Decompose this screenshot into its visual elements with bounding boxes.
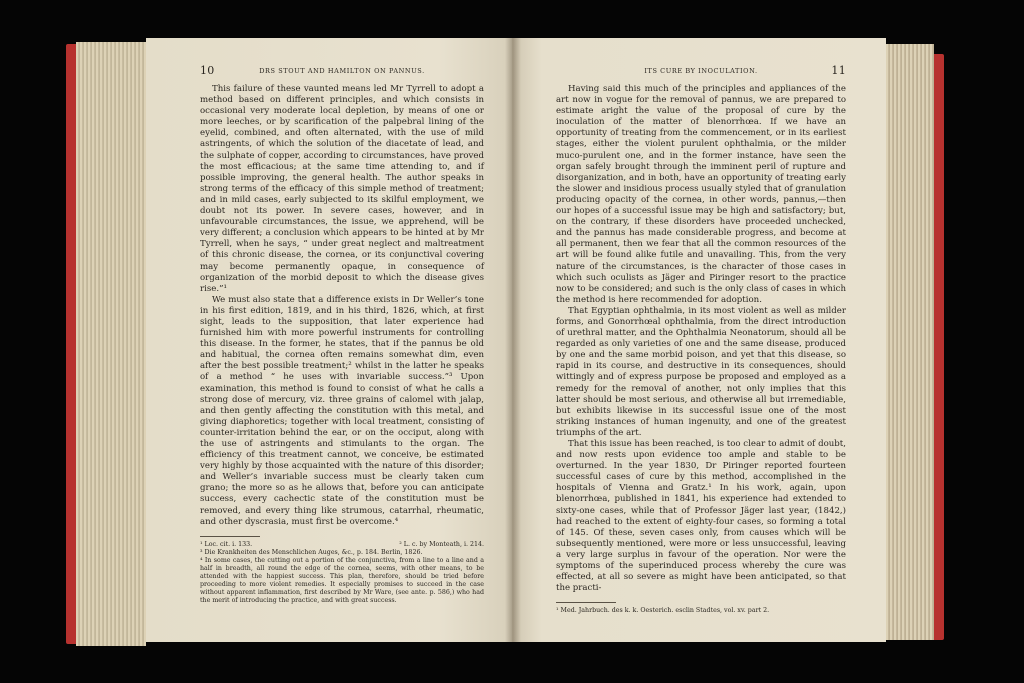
paragraph: This failure of these vaunted means led Mr Tyrrell to adopt a method based on different principles, and which consists in occasional very moderate local depletion, by means of one or more leeches, or by scarification of the palpebral lining of the eyelid, combined, and often alternated, with the use of mild astringents, of which the solution of the diacetate of lead, and the sulphate of copper, according to circumstances, have proved the most efficacious; at the same time attending to, and if possible improving, the general health. The author speaks in strong terms of the efficacy of this simple method of treatment; and in mild cases, early subjected to its skilful employment, we doubt not its power. In severe cases, however, and in unfavourable circumstances, the issue, we apprehend, will be very different; a conclusion which appears to be hinted at by Mr Tyrrell, when he says, “ under great neglect and maltreatment of this chronic disease, the cornea, or its conjunctival covering may become permanently opaque, in consequence of organization of the morbid deposit to which the disease gives rise.”¹ <box>200 84 484 294</box>
page-number: 11 <box>831 64 846 77</box>
footnotes <box>200 541 484 605</box>
footnote: ² L. c. by Monteath, i. 214. <box>399 540 484 548</box>
paragraph: That this issue has been reached, is too clear to admit of doubt, and now rests upon evidence too ample and stable to be overturned. In the year 1830, Dr Piringer reported fourteen successful cases of cure by this method, accomplished in the hospitals of Vienna and Gratz.¹ In his work, again, upon blenorrhœa, published in 1841, his experience had extended to sixty-one cases, while that of Professor Jäger last year, (1842,) had reached to the extent of eighty-four cases, so forming a total of 145. Of these, seven cases only, from causes which will be subsequently mentioned, were more or less unsuccessful, leaving a very large surplus in favour of the operation. Nor were the symptoms of the superinduced process whereby the cure was effected, at all so severe as might have been anticipated, so that the practi- <box>556 439 846 594</box>
page-edges-right <box>886 44 934 640</box>
running-title: ITS CURE BY INOCULATION. <box>644 67 758 75</box>
footnote: ¹ Loc. cit. i. 133. <box>200 540 253 548</box>
footnote-rule <box>200 536 260 537</box>
running-head <box>200 64 484 78</box>
page-edges-left <box>76 42 146 646</box>
running-head <box>556 64 846 78</box>
paragraph: That Egyptian ophthalmia, in its most violent as well as milder forms, and Gonorrhœal ophthalmia, from the direct introduction of urethral matter, and the Ophthalmia Neonatorum, should all be regarded as only varieties of one and the same disease, produced by one and the same morbid poison, and yet that this disease, so rapid in its course, and destructive in its consequences, should wittingly and of express purpose be proposed and employed as a remedy for the removal of another, not only implies that this latter should be most serious, and otherwise all but irremediable, but exhibits likewise in its successful issue one of the most striking instances of human ingenuity, and one of the greatest triumphs of the art. <box>556 305 846 438</box>
footnote-rule <box>556 602 616 603</box>
right-page <box>512 38 886 642</box>
footnote: ⁴ In some cases, the cutting out a portion of the conjunctiva, from a line to a line and a half in breadth, all round the edge of the cornea, seems, with other means, to be attended with the happiest success. This plan, therefore, should be tried before proceeding to more violent remedies. It especially promises to succeed in the case without apparent inflammation, first described by Mr Ware, (see ante. p. 586,) who had the merit of introducing the practice, and with great success. <box>200 556 484 604</box>
body-text <box>556 84 846 594</box>
body-text <box>200 84 484 528</box>
footnote: ³ Die Krankheiten des Menschlichen Auges, &c., p. 184. Berlin, 1826. <box>200 548 423 556</box>
running-title: DRS STOUT AND HAMILTON ON PANNUS. <box>259 67 425 75</box>
book-gutter <box>505 38 521 642</box>
paragraph: Having said this much of the principles and appliances of the art now in vogue for the removal of pannus, we are prepared to estimate aright the value of the proposal of cure by the inoculation of the matter of blenorrhœa. If we have an opportunity of treating from the commencement, or in its earliest stages, either the violent purulent ophthalmia, or the milder muco-purulent one, and in the former instance, have seen the organ safely brought through the imminent peril of rupture and disorganization, and in both, have an opportunity of treating early the slower and insidious process usually styled that of granulation producing opacity of the cornea, in other words, pannus,—then our hopes of a successful issue may be high and satisfactory; but, on the contrary, if these disorders have proceeded unchecked, and the pannus has made considerable progress, and become at all permanent, then we fear that all the common resources of the art will be found alike futile and unavailing. This, from the very nature of the circumstances, is the character of those cases in which such oculists as Jäger and Piringer resort to the practice now to be considered; and such is the only class of cases in which the method is here recommended for adoption. <box>556 84 846 305</box>
paragraph: We must also state that a difference exists in Dr Weller’s tone in his first edition, 1819, and in his third, 1826, which, at first sight, leads to the supposition, that later experience had furnished him with more powerful instruments for controlling this disease. In the former, he states, that if the pannus be old and habitual, the cornea often remains somewhat dim, even after the best possible treatment;² whilst in the latter he speaks of a method “ he uses with invariable success.”³ Upon examination, this method is found to consist of what he calls a strong dose of mercury, viz. three grains of calomel with jalap, and then gently affecting the constitution with this metal, and giving diaphoretics; together with local treatment, consisting of counter-irritation behind the ear, or on the occiput, along with the use of astringents and stimulants to the organ. The efficiency of this treatment cannot, we conceive, be estimated very highly by those acquainted with the nature of this disorder; and Weller’s invariable success must be clearly taken cum grano; the more so as he allows that, before you can anticipate success, every cachectic state of the constitution must be removed, and every thing like strumous, catarrhal, rheumatic, and other dyscrasia, must first be overcome.⁴ <box>200 294 484 527</box>
footnote: ¹ Med. Jahrbuch. des k. k. Oesterich. esclin Stadtes, vol. xv. part 2. <box>556 607 770 615</box>
footnotes <box>556 607 846 615</box>
left-page <box>146 38 512 642</box>
page-number: 10 <box>200 64 215 77</box>
